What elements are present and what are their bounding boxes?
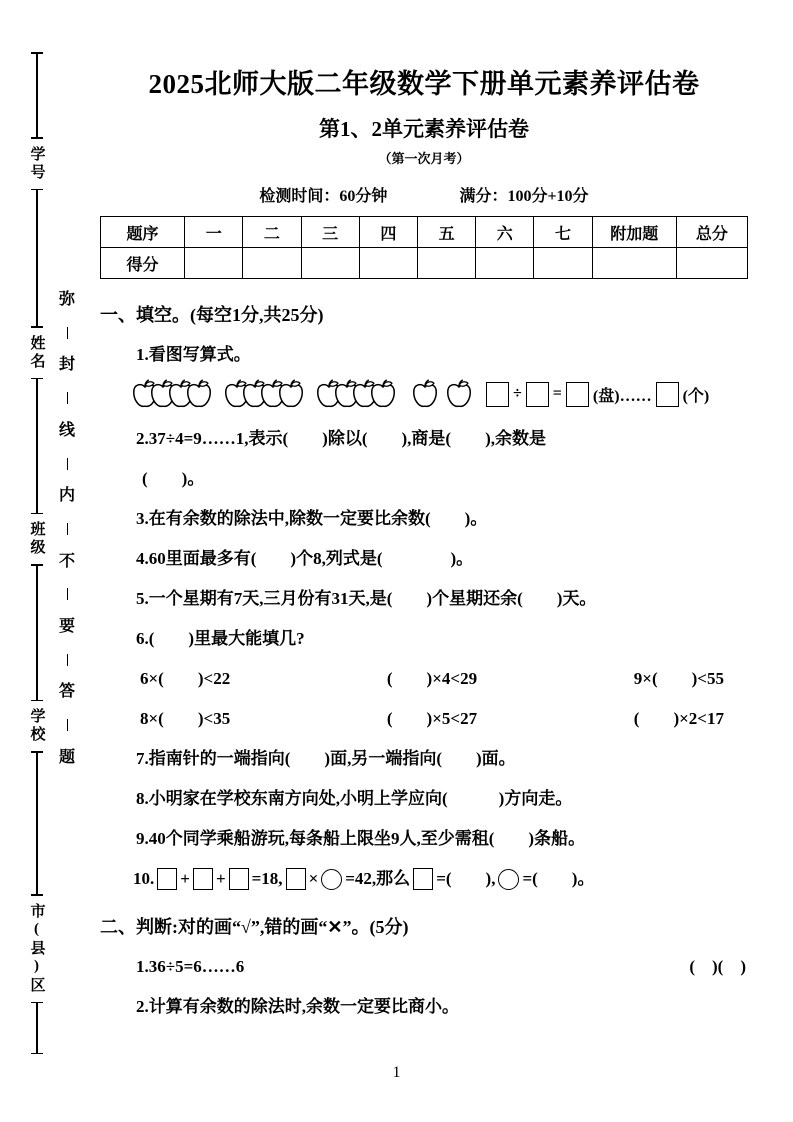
seal-char: 内 bbox=[58, 487, 75, 505]
score-cell bbox=[301, 248, 359, 279]
apple-group bbox=[314, 377, 398, 411]
score-cell bbox=[676, 248, 747, 279]
answer-circle bbox=[498, 869, 519, 890]
apple-group bbox=[130, 377, 214, 411]
score-cell bbox=[185, 248, 243, 279]
score-cell bbox=[359, 248, 417, 279]
box-result-text: =( ), bbox=[436, 869, 496, 888]
seal-char: 答 bbox=[58, 683, 75, 701]
seal-dash bbox=[67, 327, 68, 339]
plus-sign: + bbox=[215, 869, 226, 888]
apple-group bbox=[222, 377, 306, 411]
score-table-header-cell: 题序 bbox=[101, 217, 185, 248]
answer-box bbox=[229, 868, 249, 890]
q6-expression: ( )×4<29 bbox=[386, 669, 478, 688]
seal-char: 弥 bbox=[58, 291, 75, 308]
seal-label-name: 姓名 bbox=[28, 334, 45, 371]
seal-char: 不 bbox=[58, 552, 75, 570]
seal-char: 题 bbox=[58, 748, 75, 766]
unit-subtitle: 第1、2单元素养评估卷 bbox=[319, 117, 529, 141]
answer-box bbox=[157, 868, 177, 890]
score-row-label: 得分 bbox=[101, 248, 185, 279]
seal-column bbox=[26, 52, 48, 1054]
question-6: 6.( )里最大能填几? bbox=[136, 629, 305, 648]
score-table-header-cell: 一 bbox=[185, 217, 243, 248]
blank-line bbox=[36, 189, 38, 328]
question-1: 1.看图写算式。 bbox=[136, 345, 251, 364]
divide-sign: ÷ bbox=[513, 385, 522, 402]
score-cell bbox=[592, 248, 676, 279]
apple-icon bbox=[410, 377, 440, 411]
time-info: 检测时间：60分钟 bbox=[259, 188, 388, 205]
score-table-header-cell: 附加题 bbox=[592, 217, 676, 248]
q6-expression: 8×( )<35 bbox=[140, 709, 231, 728]
dividend-box bbox=[486, 382, 509, 407]
circle-result-text: =( )。 bbox=[522, 869, 595, 888]
score-table-header-cell: 二 bbox=[243, 217, 301, 248]
plates-label: (盘)…… bbox=[592, 387, 652, 405]
judge-question-2: 2.计算有余数的除法时,余数一定要比商小。 bbox=[136, 997, 459, 1016]
equals-42-text: =42,那么 bbox=[345, 869, 411, 888]
question-8: 8.小明家在学校东南方向处,小明上学应向( )方向走。 bbox=[136, 789, 573, 808]
score-cell bbox=[534, 248, 592, 279]
q1-illustration bbox=[130, 377, 748, 411]
page-number: 1 bbox=[392, 1064, 401, 1081]
blank-line bbox=[36, 378, 38, 515]
full-score-info: 满分：100分+10分 bbox=[459, 188, 589, 205]
apple-singles bbox=[410, 377, 474, 411]
blank-line bbox=[36, 1002, 38, 1054]
apple-icon bbox=[444, 377, 474, 411]
seal-dash bbox=[67, 719, 68, 731]
blank-line bbox=[36, 564, 38, 701]
answer-box bbox=[286, 868, 306, 890]
score-cell bbox=[476, 248, 534, 279]
q1-equation bbox=[482, 382, 709, 407]
exam-note: （第一次月考） bbox=[378, 151, 470, 166]
section-two-title: 二、判断:对的画“√”,错的画“✕”。(5分) bbox=[100, 917, 409, 937]
q6-expressions-row-2 bbox=[140, 707, 724, 731]
seal-dash bbox=[67, 392, 68, 404]
exam-info-row bbox=[100, 183, 748, 206]
seal-label-student-number: 学号 bbox=[28, 145, 45, 182]
q6-expression: ( )×5<27 bbox=[386, 709, 478, 728]
answer-circle bbox=[321, 869, 342, 890]
apple-groups bbox=[130, 377, 398, 411]
seal-dash bbox=[67, 523, 68, 535]
equals-sign: = bbox=[552, 385, 562, 402]
seal-label-class: 班级 bbox=[28, 521, 45, 558]
apple-icon bbox=[276, 377, 306, 411]
judge-answer-blanks: ( )( ) bbox=[689, 957, 746, 976]
score-table-header-cell: 总分 bbox=[676, 217, 747, 248]
equals-18-text: =18, bbox=[251, 869, 283, 888]
seal-char: 要 bbox=[58, 618, 75, 636]
score-table-score-row bbox=[101, 248, 748, 279]
blank-line bbox=[36, 751, 38, 896]
blank-line bbox=[36, 52, 38, 139]
question-10-number: 10. bbox=[133, 869, 155, 888]
question-9: 9.40个同学乘船游玩,每条船上限坐9人,至少需租( )条船。 bbox=[136, 829, 586, 848]
answer-box bbox=[193, 868, 213, 890]
question-2-line-1: 2.37÷4=9……1,表示( )除以( ),商是( ),余数是 bbox=[136, 429, 546, 448]
apple-icon bbox=[368, 377, 398, 411]
question-7: 7.指南针的一端指向( )面,另一端指向( )面。 bbox=[136, 749, 516, 768]
question-5: 5.一个星期有7天,三月份有31天,是( )个星期还余( )天。 bbox=[136, 589, 597, 608]
q6-expression: 6×( )<22 bbox=[140, 669, 231, 688]
q6-expression: 9×( )<55 bbox=[633, 669, 724, 688]
question-4: 4.60里面最多有( )个8,列式是( )。 bbox=[136, 549, 474, 568]
score-table-header-cell: 三 bbox=[301, 217, 359, 248]
score-table-header-cell: 七 bbox=[534, 217, 592, 248]
page-title: 2025北师大版二年级数学下册单元素养评估卷 bbox=[148, 69, 700, 99]
question-10 bbox=[133, 867, 748, 891]
seal-label-school: 学校 bbox=[28, 708, 45, 745]
score-table-header-cell: 五 bbox=[417, 217, 475, 248]
plus-sign: + bbox=[180, 869, 190, 888]
score-table bbox=[100, 216, 748, 279]
question-3: 3.在有余数的除法中,除数一定要比余数( )。 bbox=[136, 509, 488, 528]
seal-char: 封 bbox=[58, 356, 75, 374]
seal-label-district: 市(县)区 bbox=[28, 902, 45, 995]
score-cell bbox=[243, 248, 301, 279]
score-table-header-row bbox=[101, 217, 748, 248]
section-one-title: 一、填空。(每空1分,共25分) bbox=[100, 305, 324, 325]
score-table-header-cell: 六 bbox=[476, 217, 534, 248]
pieces-label: (个) bbox=[682, 387, 710, 405]
divisor-box bbox=[526, 382, 549, 407]
quotient-box bbox=[566, 382, 589, 407]
judge-question-1 bbox=[136, 955, 746, 979]
answer-box bbox=[413, 868, 433, 890]
seal-char: 线 bbox=[58, 421, 75, 439]
question-2-line-2: ( )。 bbox=[142, 469, 205, 488]
remainder-box bbox=[656, 382, 679, 407]
q6-expressions-row-1 bbox=[140, 667, 724, 691]
seal-dash bbox=[67, 654, 68, 666]
score-table-header-cell: 四 bbox=[359, 217, 417, 248]
exam-content bbox=[100, 0, 748, 1019]
apple-icon bbox=[184, 377, 214, 411]
times-sign: × bbox=[308, 869, 319, 888]
score-cell bbox=[417, 248, 475, 279]
q6-expression: ( )×2<17 bbox=[633, 709, 724, 728]
seal-warning-text bbox=[57, 292, 77, 766]
seal-dash bbox=[67, 588, 68, 600]
seal-dash bbox=[67, 458, 68, 470]
judge-question-1-text: 1.36÷5=6……6 bbox=[136, 957, 245, 976]
